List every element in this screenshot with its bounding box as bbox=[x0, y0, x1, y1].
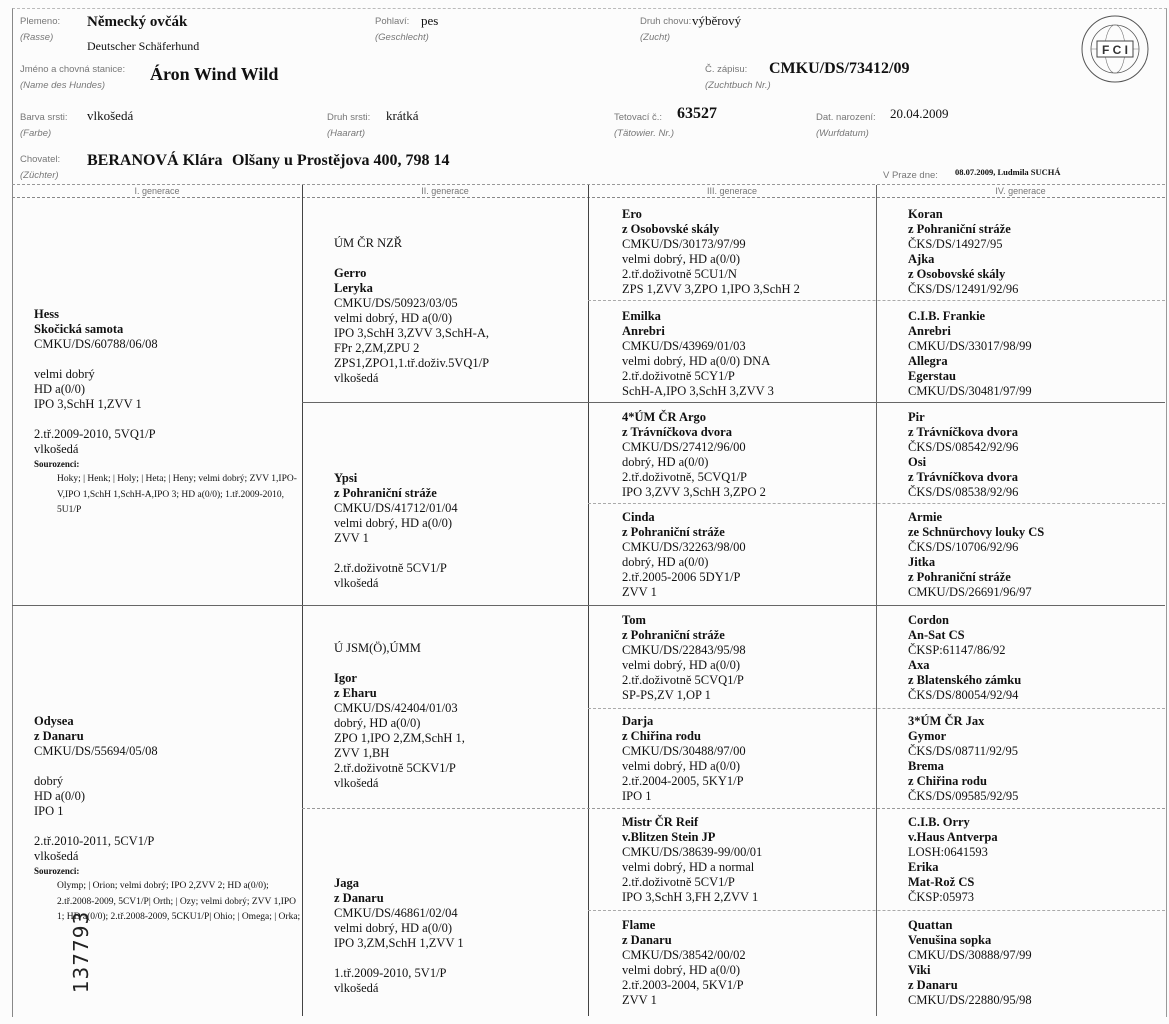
ancestor-kennel: Gymor bbox=[908, 729, 947, 743]
ancestor-detail: dobrý bbox=[34, 774, 64, 788]
ancestor-kennel: ze Schnürchovy louky CS bbox=[908, 525, 1045, 539]
ancestor-kennel: Venušina sopka bbox=[908, 933, 992, 947]
breeder-label: Chovatel: (Züchter) bbox=[20, 154, 61, 181]
ancestor-name: Emilka bbox=[622, 309, 661, 323]
ancestor-pair-gen4 bbox=[908, 510, 1044, 600]
ancestor-detail: CMKU/DS/22843/95/98 bbox=[622, 643, 746, 657]
breeder-name: BERANOVÁ Klára bbox=[87, 152, 223, 169]
ancestor-kennel: Mat-Rož CS bbox=[908, 875, 975, 889]
ancestor-detail: HD a(0/0) bbox=[34, 789, 86, 803]
ancestor-registration: CMKU/DS/26691/96/97 bbox=[908, 585, 1032, 599]
column-header-gen1: I. generace bbox=[134, 186, 180, 196]
siblings-text: Olymp; | Orion; velmi dobrý; IPO 2,ZVV 2; HD a(0/0); 2.tř.2008-2009, 5CV1/P| Orth; | Ozy; velmi dobrý; ZVV 1,IPO 1; HD a(0/0); 2.tř.2008-2009, 5CKU1/P| Ohio; | Omega; | Orka; bbox=[57, 881, 301, 922]
ancestor-detail: 2.tř.2010-2011, 5CV1/P bbox=[34, 834, 155, 848]
ancestor-detail: ZVV 1 bbox=[622, 585, 657, 599]
tattoo-label: Tetovací č.: (Tätowier. Nr.) bbox=[614, 112, 674, 139]
ancestor-name: Quattan bbox=[908, 918, 953, 932]
siblings-label: Sourozenci: bbox=[34, 459, 80, 469]
ancestor-gen3 bbox=[622, 918, 746, 1008]
ancestor-kennel: z Osobovské skály bbox=[908, 267, 1006, 281]
ancestor-name: C.I.B. Frankie bbox=[908, 309, 986, 323]
ancestor-detail: CMKU/DS/27412/96/00 bbox=[622, 440, 746, 454]
ancestor-detail: CMKU/DS/43969/01/03 bbox=[622, 339, 746, 353]
ancestor-detail: vlkošedá bbox=[334, 576, 379, 590]
ancestor-detail: velmi dobrý, HD a(0/0) bbox=[622, 759, 741, 773]
breeder-address: Olšany u Prostějova 400, 798 14 bbox=[232, 152, 450, 169]
ancestor-detail: velmi dobrý, HD a(0/0) bbox=[334, 921, 453, 935]
ancestor-detail: IPO 3,SchH 3,ZVV 3,SchH-A, bbox=[334, 326, 489, 340]
ancestor-name: Koran bbox=[908, 207, 943, 221]
ancestor-name: Hess bbox=[34, 307, 59, 321]
ancestor-detail: ZVV 1 bbox=[334, 531, 369, 545]
ancestor-detail: 2.tř.doživotně 5CV1/P bbox=[334, 561, 447, 575]
ancestor-kennel: Leryka bbox=[334, 281, 373, 295]
ancestor-detail: CMKU/DS/38542/00/02 bbox=[622, 948, 746, 962]
ancestor-detail: HD a(0/0) bbox=[34, 382, 86, 396]
ancestor-detail: CMKU/DS/46861/02/04 bbox=[334, 906, 458, 920]
ancestor-detail: ZPS 1,ZVV 3,ZPO 1,IPO 3,SchH 2 bbox=[622, 282, 800, 296]
ancestor-name: Darja bbox=[622, 714, 654, 728]
ancestor-kennel: z Pohraniční stráže bbox=[334, 486, 437, 500]
ancestor-kennel: z Danaru bbox=[334, 891, 384, 905]
ancestor-detail: vlkošedá bbox=[334, 371, 379, 385]
ancestor-detail: FPr 2,ZM,ZPU 2 bbox=[334, 341, 420, 355]
ancestor-name: Gerro bbox=[334, 266, 367, 280]
ancestor-detail: velmi dobrý, HD a normal bbox=[622, 860, 755, 874]
birth-label: Dat. narození: (Wurfdatum) bbox=[816, 112, 876, 139]
birth-date: 20.04.2009 bbox=[890, 106, 949, 121]
ancestor-detail: ZPS1,ZPO1,1.tř.doživ.5VQ1/P bbox=[334, 356, 490, 370]
ancestor-kennel: z Chiřina rodu bbox=[908, 774, 987, 788]
ancestor-detail: 2.tř.2009-2010, 5VQ1/P bbox=[34, 427, 156, 441]
ancestor-pair-gen4 bbox=[908, 207, 1018, 297]
ancestor-kennel: An-Sat CS bbox=[908, 628, 965, 642]
ancestor-detail: ZPO 1,IPO 2,ZM,SchH 1, bbox=[334, 731, 465, 745]
ancestor-kennel: Skočická samota bbox=[34, 322, 124, 336]
ancestor-registration: ČKS/DS/09585/92/95 bbox=[908, 789, 1019, 803]
ancestor-registration: ČKSP:61147/86/92 bbox=[908, 643, 1006, 657]
ancestor-name: Jaga bbox=[334, 876, 359, 890]
ancestor-detail: CMKU/DS/30173/97/99 bbox=[622, 237, 746, 251]
ancestor-detail: 2.tř.doživotně 5CV1/P bbox=[622, 875, 735, 889]
ancestor-detail: velmi dobrý, HD a(0/0) bbox=[334, 311, 453, 325]
ancestor-detail: IPO 3,SchH 1,ZVV 1 bbox=[34, 397, 142, 411]
issued-label: V Praze dne: bbox=[883, 170, 938, 181]
ancestor-registration: CMKU/DS/33017/98/99 bbox=[908, 339, 1032, 353]
ancestor-detail: 1.tř.2009-2010, 5V1/P bbox=[334, 966, 447, 980]
ancestor-kennel: z Danaru bbox=[622, 933, 672, 947]
ancestor-registration: ČKS/DS/14927/95 bbox=[908, 237, 1003, 251]
ancestor-detail: IPO 3,ZVV 3,SchH 3,ZPO 2 bbox=[622, 485, 766, 499]
siblings-text: Hoky; | Henk; | Holy; | Heta; | Heny; velmi dobrý; ZVV 1,IPO-V,IPO 1,SchH 1,SchH-A,IPO 3; HD a(0/0); 1.tř.2009-2010, 5U1/P bbox=[57, 474, 297, 515]
ancestor-kennel: v.Haus Antverpa bbox=[908, 830, 998, 844]
color-label: Barva srsti: (Farbe) bbox=[20, 112, 68, 139]
ancestor-name: Jitka bbox=[908, 555, 936, 569]
ancestor-gen3 bbox=[622, 613, 746, 703]
ancestor-registration: ČKS/DS/10706/92/96 bbox=[908, 540, 1019, 554]
ancestor-detail: 2.tř.doživotně 5CVQ1/P bbox=[622, 673, 744, 687]
ancestor-gen3 bbox=[622, 207, 800, 297]
breeding-value: výběrový bbox=[692, 13, 742, 28]
studbook-number: CMKU/DS/73412/09 bbox=[769, 60, 910, 77]
ancestor-kennel: v.Blitzen Stein JP bbox=[622, 830, 716, 844]
ancestor-gen2 bbox=[334, 641, 465, 791]
ancestor-detail: vlkošedá bbox=[34, 442, 79, 456]
ancestor-gen1 bbox=[34, 714, 302, 926]
ancestor-detail: IPO 3,ZM,SchH 1,ZVV 1 bbox=[334, 936, 464, 950]
ancestor-name: Osi bbox=[908, 455, 927, 469]
breed-value: Německý ovčák bbox=[87, 14, 188, 30]
color-value: vlkošedá bbox=[87, 108, 134, 123]
breeding-label: Druh chovu: (Zucht) bbox=[640, 16, 692, 43]
ancestor-kennel: z Osobovské skály bbox=[622, 222, 720, 236]
ancestor-detail: dobrý, HD a(0/0) bbox=[334, 716, 421, 730]
ancestor-detail: velmi dobrý bbox=[34, 367, 95, 381]
ancestor-name: Odysea bbox=[34, 714, 74, 728]
ancestor-name: Mistr ČR Reif bbox=[622, 815, 699, 829]
ancestor-registration: CMKU/DS/30481/97/99 bbox=[908, 384, 1032, 398]
ancestor-name: Pir bbox=[908, 410, 925, 424]
ancestor-name: Igor bbox=[334, 671, 357, 685]
ancestor-pair-gen4 bbox=[908, 309, 1032, 399]
siblings-label: Sourozenci: bbox=[34, 866, 80, 876]
ancestor-detail: CMKU/DS/32263/98/00 bbox=[622, 540, 746, 554]
ancestor-detail: CMKU/DS/30488/97/00 bbox=[622, 744, 746, 758]
ancestor-gen3 bbox=[622, 410, 766, 500]
dog-name-label: Jméno a chovná stanice: (Name des Hundes) bbox=[20, 64, 126, 91]
ancestor-pair-gen4 bbox=[908, 613, 1021, 703]
ancestor-detail: velmi dobrý, HD a(0/0) bbox=[334, 516, 453, 530]
ancestor-detail: SchH-A,IPO 3,SchH 3,ZVV 3 bbox=[622, 384, 774, 398]
ancestor-registration: ČKS/DS/08542/92/96 bbox=[908, 440, 1019, 454]
column-header-gen4: IV. generace bbox=[995, 186, 1046, 196]
ancestor-registration: LOSH:0641593 bbox=[908, 845, 988, 859]
ancestor-detail: 2.tř.2004-2005, 5KY1/P bbox=[622, 774, 744, 788]
breed-label: Plemeno: (Rasse) bbox=[20, 16, 61, 43]
ancestor-detail: 2.tř.2005-2006 5DY1/P bbox=[622, 570, 741, 584]
ancestor-titles: Ú JSM(Ö),ÚMM bbox=[334, 641, 421, 655]
coat-value: krátká bbox=[386, 108, 419, 123]
dog-name: Áron Wind Wild bbox=[150, 64, 279, 84]
ancestor-detail: 2.tř.doživotně, 5CVQ1/P bbox=[622, 470, 747, 484]
svg-text:F C I: F C I bbox=[1102, 43, 1128, 57]
ancestor-name: C.I.B. Orry bbox=[908, 815, 970, 829]
ancestor-gen3 bbox=[622, 510, 746, 600]
ancestor-kennel: Egerstau bbox=[908, 369, 956, 383]
ancestor-detail: CMKU/DS/41712/01/04 bbox=[334, 501, 458, 515]
ancestor-registration: ČKS/DS/12491/92/96 bbox=[908, 282, 1019, 296]
ancestor-detail: velmi dobrý, HD a(0/0) DNA bbox=[622, 354, 771, 368]
ancestor-kennel: z Trávníčkova dvora bbox=[622, 425, 732, 439]
ancestor-detail: ZVV 1,BH bbox=[334, 746, 390, 760]
ancestor-detail: velmi dobrý, HD a(0/0) bbox=[622, 658, 741, 672]
ancestor-registration: ČKS/DS/08538/92/96 bbox=[908, 485, 1019, 499]
sex-label: Pohlaví: (Geschlecht) bbox=[375, 16, 429, 43]
ancestor-kennel: z Chiřina rodu bbox=[622, 729, 701, 743]
ancestor-detail: vlkošedá bbox=[34, 849, 79, 863]
ancestor-name: Cordon bbox=[908, 613, 949, 627]
ancestor-detail: 2.tř.doživotně 5CU1/N bbox=[622, 267, 737, 281]
fci-logo bbox=[1080, 14, 1150, 84]
ancestor-kennel: z Pohraniční stráže bbox=[908, 570, 1011, 584]
ancestor-kennel: z Eharu bbox=[334, 686, 377, 700]
ancestor-gen2 bbox=[334, 236, 489, 386]
ancestor-name: 3*ÚM ČR Jax bbox=[908, 714, 985, 728]
ancestor-detail: CMKU/DS/38639-99/00/01 bbox=[622, 845, 763, 859]
ancestor-detail: IPO 1 bbox=[622, 789, 652, 803]
ancestor-registration: CMKU/DS/60788/06/08 bbox=[34, 337, 158, 351]
ancestor-detail: vlkošedá bbox=[334, 776, 379, 790]
ancestor-registration: ČKSP:05973 bbox=[908, 890, 974, 904]
ancestor-name: Ajka bbox=[908, 252, 935, 266]
ancestor-name: Brema bbox=[908, 759, 944, 773]
ancestor-kennel: z Pohraniční stráže bbox=[908, 222, 1011, 236]
ancestor-detail: IPO 3,SchH 3,FH 2,ZVV 1 bbox=[622, 890, 759, 904]
ancestor-kennel: z Danaru bbox=[908, 978, 958, 992]
ancestor-gen3 bbox=[622, 815, 762, 905]
studbook-label: Č. zápisu: (Zuchtbuch Nr.) bbox=[705, 64, 771, 91]
coat-label: Druh srsti: (Haarart) bbox=[327, 112, 371, 139]
ancestor-detail: velmi dobrý, HD a(0/0) bbox=[622, 963, 741, 977]
ancestor-name: Axa bbox=[908, 658, 930, 672]
ancestor-kennel: z Pohraniční stráže bbox=[622, 525, 725, 539]
ancestor-name: Flame bbox=[622, 918, 656, 932]
ancestor-detail: CMKU/DS/42404/01/03 bbox=[334, 701, 458, 715]
column-header-gen2: II. generace bbox=[421, 186, 469, 196]
column-header-gen3: III. generace bbox=[706, 186, 758, 196]
sex-value: pes bbox=[421, 13, 439, 28]
ancestor-gen1 bbox=[34, 307, 302, 519]
ancestor-name: Ypsi bbox=[334, 471, 358, 485]
ancestor-kennel: z Trávníčkova dvora bbox=[908, 425, 1018, 439]
ancestor-detail: 2.tř.2003-2004, 5KV1/P bbox=[622, 978, 744, 992]
ancestor-detail: 2.tř.doživotně 5CKV1/P bbox=[334, 761, 456, 775]
ancestor-name: Cinda bbox=[622, 510, 655, 524]
ancestor-name: Tom bbox=[622, 613, 646, 627]
ancestor-registration: CMKU/DS/30888/97/99 bbox=[908, 948, 1032, 962]
ancestor-titles: ÚM ČR NZŘ bbox=[334, 236, 403, 250]
ancestor-gen2 bbox=[334, 876, 464, 996]
issued-value: 08.07.2009, Ludmila SUCHÁ bbox=[955, 167, 1061, 177]
ancestor-registration: CMKU/DS/22880/95/98 bbox=[908, 993, 1032, 1007]
ancestor-name: Viki bbox=[908, 963, 931, 977]
ancestor-pair-gen4 bbox=[908, 714, 1018, 804]
ancestor-detail: CMKU/DS/50923/03/05 bbox=[334, 296, 458, 310]
ancestor-detail: dobrý, HD a(0/0) bbox=[622, 455, 709, 469]
ancestor-pair-gen4 bbox=[908, 815, 998, 905]
ancestor-gen2 bbox=[334, 471, 458, 591]
ancestor-kennel: Anrebri bbox=[908, 324, 951, 338]
ancestor-pair-gen4 bbox=[908, 918, 1032, 1008]
ancestor-name: Erika bbox=[908, 860, 939, 874]
ancestor-gen3 bbox=[622, 714, 746, 804]
ancestor-kennel: Anrebri bbox=[622, 324, 665, 338]
ancestor-name: Ero bbox=[622, 207, 642, 221]
ancestor-name: Allegra bbox=[908, 354, 948, 368]
ancestor-registration: CMKU/DS/55694/05/08 bbox=[34, 744, 158, 758]
ancestor-kennel: z Danaru bbox=[34, 729, 84, 743]
stamp-number: 137793 bbox=[69, 910, 94, 994]
ancestor-detail: IPO 1 bbox=[34, 804, 64, 818]
ancestor-registration: ČKS/DS/80054/92/94 bbox=[908, 688, 1019, 702]
ancestor-name: 4*ÚM ČR Argo bbox=[622, 410, 707, 424]
ancestor-registration: ČKS/DS/08711/92/95 bbox=[908, 744, 1018, 758]
ancestor-detail: ZVV 1 bbox=[622, 993, 657, 1007]
ancestor-kennel: z Trávníčkova dvora bbox=[908, 470, 1018, 484]
ancestor-name: Armie bbox=[908, 510, 943, 524]
ancestor-kennel: z Pohraniční stráže bbox=[622, 628, 725, 642]
ancestor-detail: vlkošedá bbox=[334, 981, 379, 995]
ancestor-detail: 2.tř.doživotně 5CY1/P bbox=[622, 369, 735, 383]
ancestor-detail: velmi dobrý, HD a(0/0) bbox=[622, 252, 741, 266]
breed-value-de: Deutscher Schäferhund bbox=[87, 39, 200, 53]
tattoo-number: 63527 bbox=[677, 105, 717, 122]
ancestor-gen3 bbox=[622, 309, 774, 399]
ancestor-kennel: z Blatenského zámku bbox=[908, 673, 1022, 687]
ancestor-detail: SP-PS,ZV 1,OP 1 bbox=[622, 688, 711, 702]
ancestor-detail: dobrý, HD a(0/0) bbox=[622, 555, 709, 569]
ancestor-pair-gen4 bbox=[908, 410, 1018, 500]
